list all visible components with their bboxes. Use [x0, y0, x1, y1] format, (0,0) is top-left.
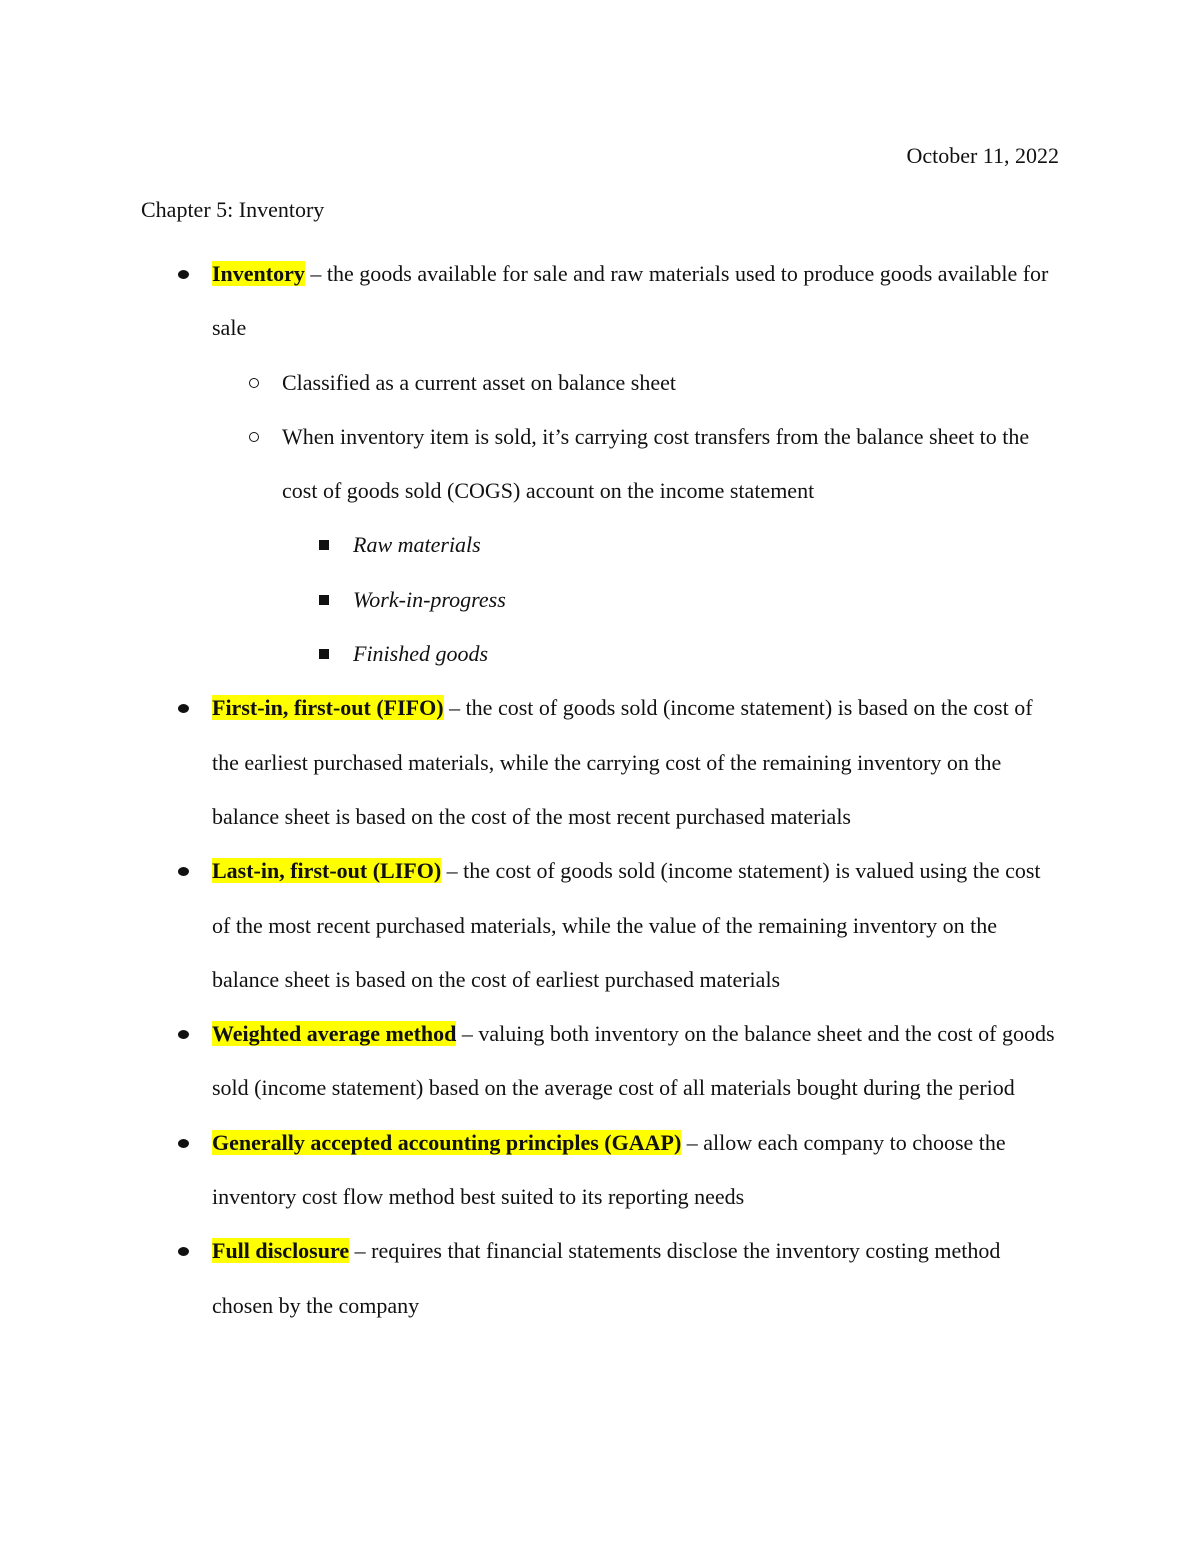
definition-weighted-average: – valuing both inventory on the balance sheet and the cost of goods sold (income statement) based on the average cost of all materials bought during the period: [212, 1021, 1055, 1101]
list-item-current-asset: [141, 356, 1061, 410]
term-lifo: Last-in, first-out (LIFO): [212, 858, 442, 884]
filled-circle-bullet-icon: [178, 1139, 189, 1148]
definition-full-disclosure: – requires that financial statements disclose the inventory costing method chosen by the company: [212, 1238, 1001, 1318]
definition-gaap: – allow each company to choose the inventory cost flow method best suited to its reporting needs: [212, 1129, 1006, 1210]
list-item-weighted-average: [141, 1007, 1061, 1116]
inventory-type-text: Raw materials: [353, 532, 481, 558]
term-gaap: Generally accepted accounting principles (GAAP): [212, 1129, 682, 1155]
document-date: October 11, 2022: [906, 143, 1059, 168]
sub-item-text: Classified as a current asset on balance sheet: [282, 369, 677, 395]
list-item-full-disclosure: [141, 1224, 1061, 1333]
list-item-lifo: [141, 844, 1061, 1007]
square-bullet-icon: [319, 649, 329, 659]
filled-circle-bullet-icon: [178, 270, 189, 279]
notes-content: [141, 247, 1061, 1333]
notes-list: [141, 247, 1061, 1333]
square-bullet-icon: [319, 595, 329, 605]
inventory-type-text: Work-in-progress: [353, 586, 506, 612]
list-item-finished-goods: [141, 627, 1061, 681]
term-full-disclosure: Full disclosure: [212, 1238, 350, 1264]
list-item-inventory: [141, 247, 1061, 356]
chapter-heading: Chapter 5: Inventory: [141, 197, 325, 222]
hollow-circle-bullet-icon: [249, 432, 259, 442]
term-fifo: First-in, first-out (FIFO): [212, 695, 444, 721]
list-item-raw-materials: [141, 518, 1061, 572]
filled-circle-bullet-icon: [178, 704, 189, 713]
list-item-carrying-cost: [141, 410, 1061, 519]
definition-lifo: – the cost of goods sold (income statement) is valued using the cost of the most recent purchased materials, while the value of the remaining inventory on the balance sheet is based on the cost of earliest purchased materials: [212, 858, 1041, 992]
sub-item-text: When inventory item is sold, it’s carrying cost transfers from the balance sheet to the cost of goods sold (COGS) account on the income statement: [282, 423, 1030, 504]
hollow-circle-bullet-icon: [249, 378, 259, 388]
inventory-type-text: Finished goods: [353, 641, 489, 667]
list-item-fifo: [141, 681, 1061, 844]
term-inventory: Inventory: [212, 261, 305, 286]
list-item-work-in-progress: [141, 573, 1061, 627]
list-item-gaap: [141, 1116, 1061, 1225]
square-bullet-icon: [319, 540, 329, 550]
filled-circle-bullet-icon: [178, 867, 189, 876]
definition-fifo: – the cost of goods sold (income statement) is based on the cost of the earliest purchased materials, while the carrying cost of the remaining inventory on the balance sheet is based on the cost of the most recent purchased materials: [212, 695, 1033, 829]
filled-circle-bullet-icon: [178, 1030, 189, 1039]
term-weighted-average: Weighted average method: [212, 1021, 457, 1047]
definition-inventory: – the goods available for sale and raw materials used to produce goods available for sale: [212, 261, 1049, 341]
filled-circle-bullet-icon: [178, 1247, 189, 1256]
